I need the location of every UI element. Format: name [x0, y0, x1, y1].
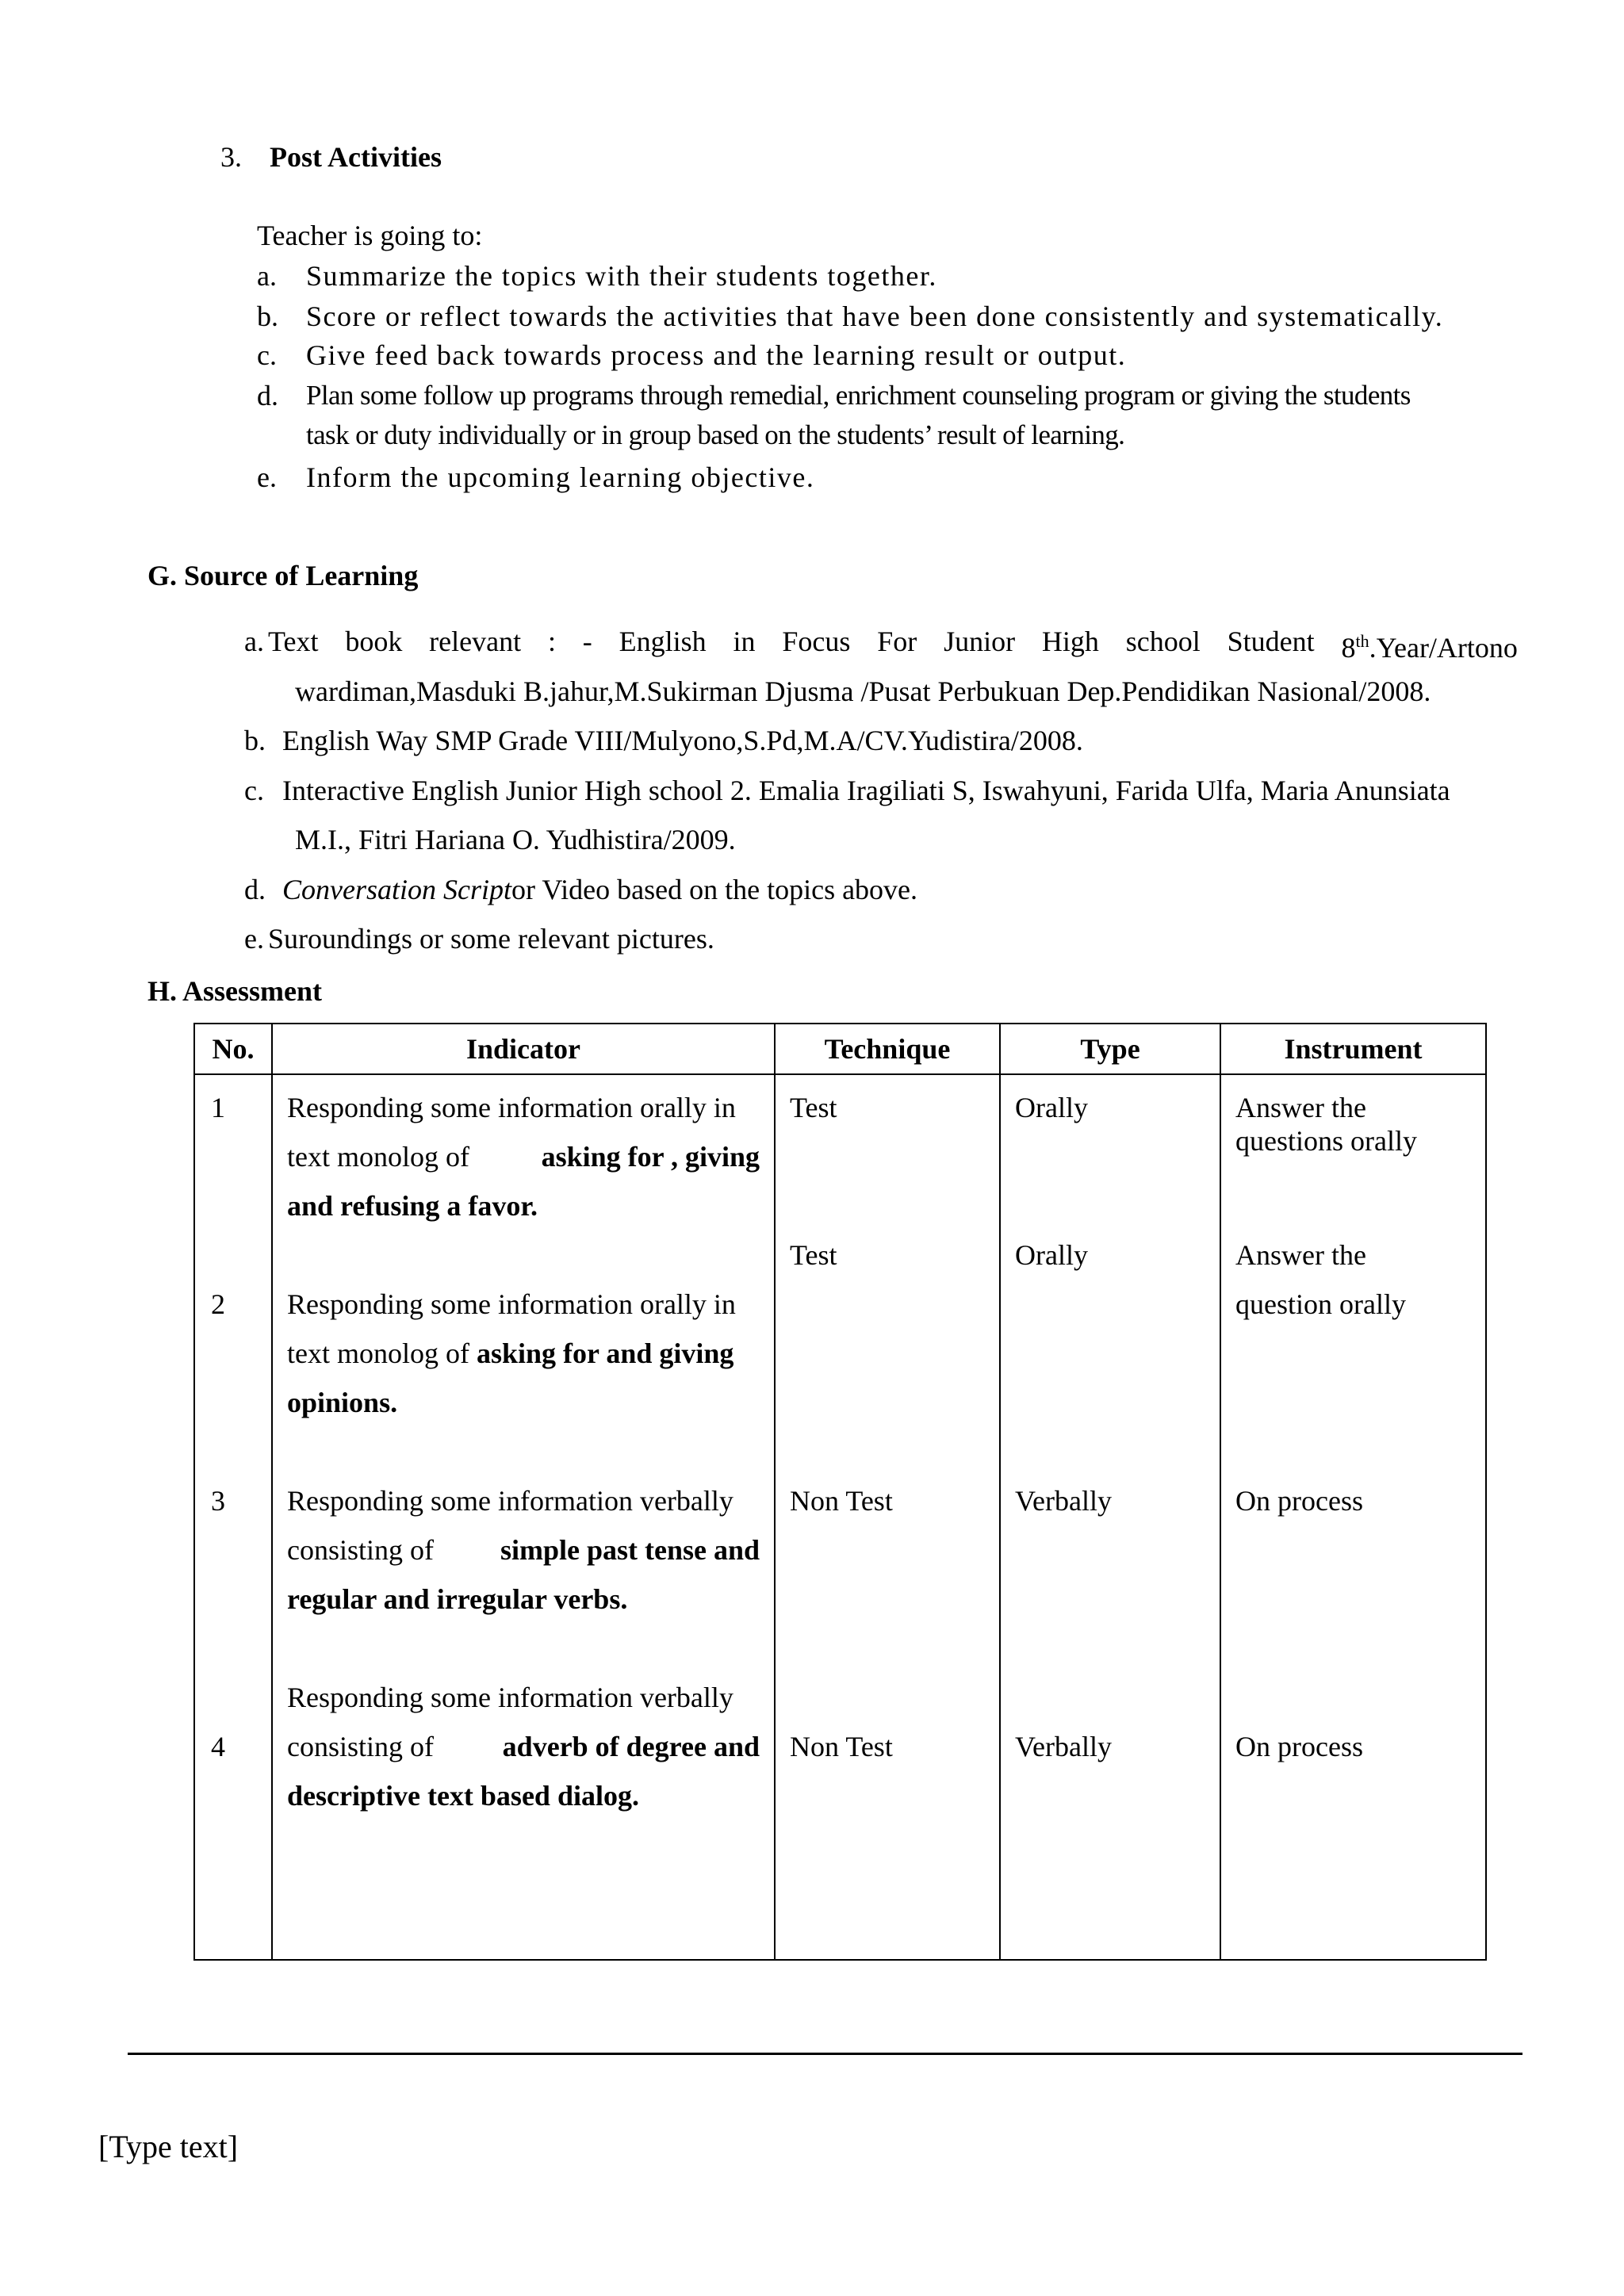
source-d: Conversation Scriptor Video based on the topics above. [282, 874, 918, 905]
word: For [877, 626, 917, 657]
source-a-line1 [268, 624, 1518, 665]
list-marker: c. [257, 339, 277, 371]
header-instrument: Instrument [1220, 1024, 1486, 1074]
word: school [1125, 626, 1201, 657]
instrument-column [1220, 1074, 1486, 1960]
type-value: Orally [1015, 1092, 1088, 1123]
indicator-column [272, 1074, 775, 1960]
type-column [1000, 1074, 1220, 1960]
list-marker: e. [244, 923, 264, 955]
indicator-line: text monolog of asking for and giving [287, 1337, 734, 1369]
word: - [582, 626, 592, 657]
header-technique: Technique [775, 1024, 1000, 1074]
source-c-line1: Interactive English Junior High school 2. Emalia Iragiliati S, Iswahyuni, Farida Ulfa, Maria Anunsiata [282, 775, 1450, 806]
list-item-continued: task or duty individually or in group based on the students’ result of learning. [306, 419, 1125, 450]
indicator-line: text monolog of asking for , giving [287, 1141, 760, 1173]
technique-value: Non Test [790, 1485, 893, 1517]
indicator-line: Responding some information verbally [287, 1485, 733, 1517]
word: English [619, 626, 707, 657]
instrument-value: question orally [1235, 1288, 1406, 1320]
list-marker: a. [244, 626, 264, 657]
source-c-line2: M.I., Fitri Hariana O. Yudhistira/2009. [295, 824, 736, 855]
indicator-line: opinions. [287, 1387, 398, 1418]
list-marker: d. [257, 380, 278, 411]
assessment-table [193, 1023, 1487, 1961]
indicator-line: descriptive text based dialog. [287, 1780, 639, 1812]
indicator-line: and refusing a favor. [287, 1190, 538, 1222]
instrument-value: questions orally [1235, 1125, 1417, 1157]
indicator-line: consisting of adverb of degree and [287, 1731, 760, 1762]
row-number: 4 [211, 1731, 225, 1762]
technique-value: Test [790, 1239, 837, 1271]
word: Junior [944, 626, 1016, 657]
word: Student [1227, 626, 1315, 657]
word: High [1041, 626, 1099, 657]
footer-placeholder-text[interactable]: [Type text] [98, 2129, 239, 2164]
table-header-row [194, 1024, 1486, 1074]
type-value: Verbally [1015, 1485, 1112, 1517]
no-column [194, 1074, 272, 1960]
instrument-value: Answer the [1235, 1092, 1366, 1123]
list-item: Plan some follow up programs through remedial, enrichment counseling program or giving the students [306, 380, 1411, 411]
source-a-line2: wardiman,Masduki B.jahur,M.Sukirman Djusma /Pusat Perbukuan Dep.Pendidikan Nasional/2008. [295, 675, 1431, 707]
type-value: Verbally [1015, 1731, 1112, 1762]
word-ordinal: 8th.Year/Artono [1341, 631, 1518, 664]
indicator-line: regular and irregular verbs. [287, 1583, 628, 1615]
word: Text [268, 626, 319, 657]
word: relevant [429, 626, 522, 657]
table-body-row [194, 1074, 1486, 1960]
source-b: English Way SMP Grade VIII/Mulyono,S.Pd,M.A/CV.Yudistira/2008. [282, 725, 1083, 756]
list-marker: b. [244, 725, 266, 756]
type-value: Orally [1015, 1239, 1088, 1271]
indicator-line: consisting of simple past tense and [287, 1534, 760, 1566]
row-number: 1 [211, 1092, 225, 1123]
indicator-line: Responding some information orally in [287, 1092, 736, 1123]
list-marker: b. [257, 300, 278, 332]
header-type: Type [1000, 1024, 1220, 1074]
source-e: Suroundings or some relevant pictures. [268, 923, 714, 955]
list-marker: e. [257, 461, 277, 493]
list-marker: a. [257, 260, 277, 292]
instrument-value: On process [1235, 1731, 1363, 1762]
header-no: No. [194, 1024, 272, 1074]
footer-divider [128, 2053, 1522, 2055]
instrument-value: Answer the [1235, 1239, 1366, 1271]
technique-column [775, 1074, 1000, 1960]
list-marker: d. [244, 874, 266, 905]
indicator-line: Responding some information orally in [287, 1288, 736, 1320]
word: Focus [782, 626, 851, 657]
instrument-value: On process [1235, 1485, 1363, 1517]
list-item: Inform the upcoming learning objective. [306, 461, 815, 493]
section-heading-assessment: H. Assessment [147, 975, 323, 1007]
section-title: Post Activities [270, 141, 442, 173]
word: : [547, 626, 556, 657]
word: in [733, 626, 756, 657]
list-item: Summarize the topics with their students together. [306, 260, 937, 292]
section-heading-source: G. Source of Learning [147, 560, 419, 591]
technique-value: Non Test [790, 1731, 893, 1762]
header-indicator: Indicator [272, 1024, 775, 1074]
technique-value: Test [790, 1092, 837, 1123]
list-item: Give feed back towards process and the learning result or output. [306, 339, 1127, 371]
row-number: 3 [211, 1485, 225, 1517]
indicator-line: Responding some information verbally [287, 1682, 733, 1713]
list-item: Score or reflect towards the activities that have been done consistently and systematically. [306, 300, 1444, 332]
section-number: 3. [220, 141, 242, 173]
source-d-italic: Conversation Script [282, 874, 511, 905]
row-number: 2 [211, 1288, 225, 1320]
word: book [345, 626, 403, 657]
intro-text: Teacher is going to: [257, 220, 483, 251]
list-marker: c. [244, 775, 264, 806]
